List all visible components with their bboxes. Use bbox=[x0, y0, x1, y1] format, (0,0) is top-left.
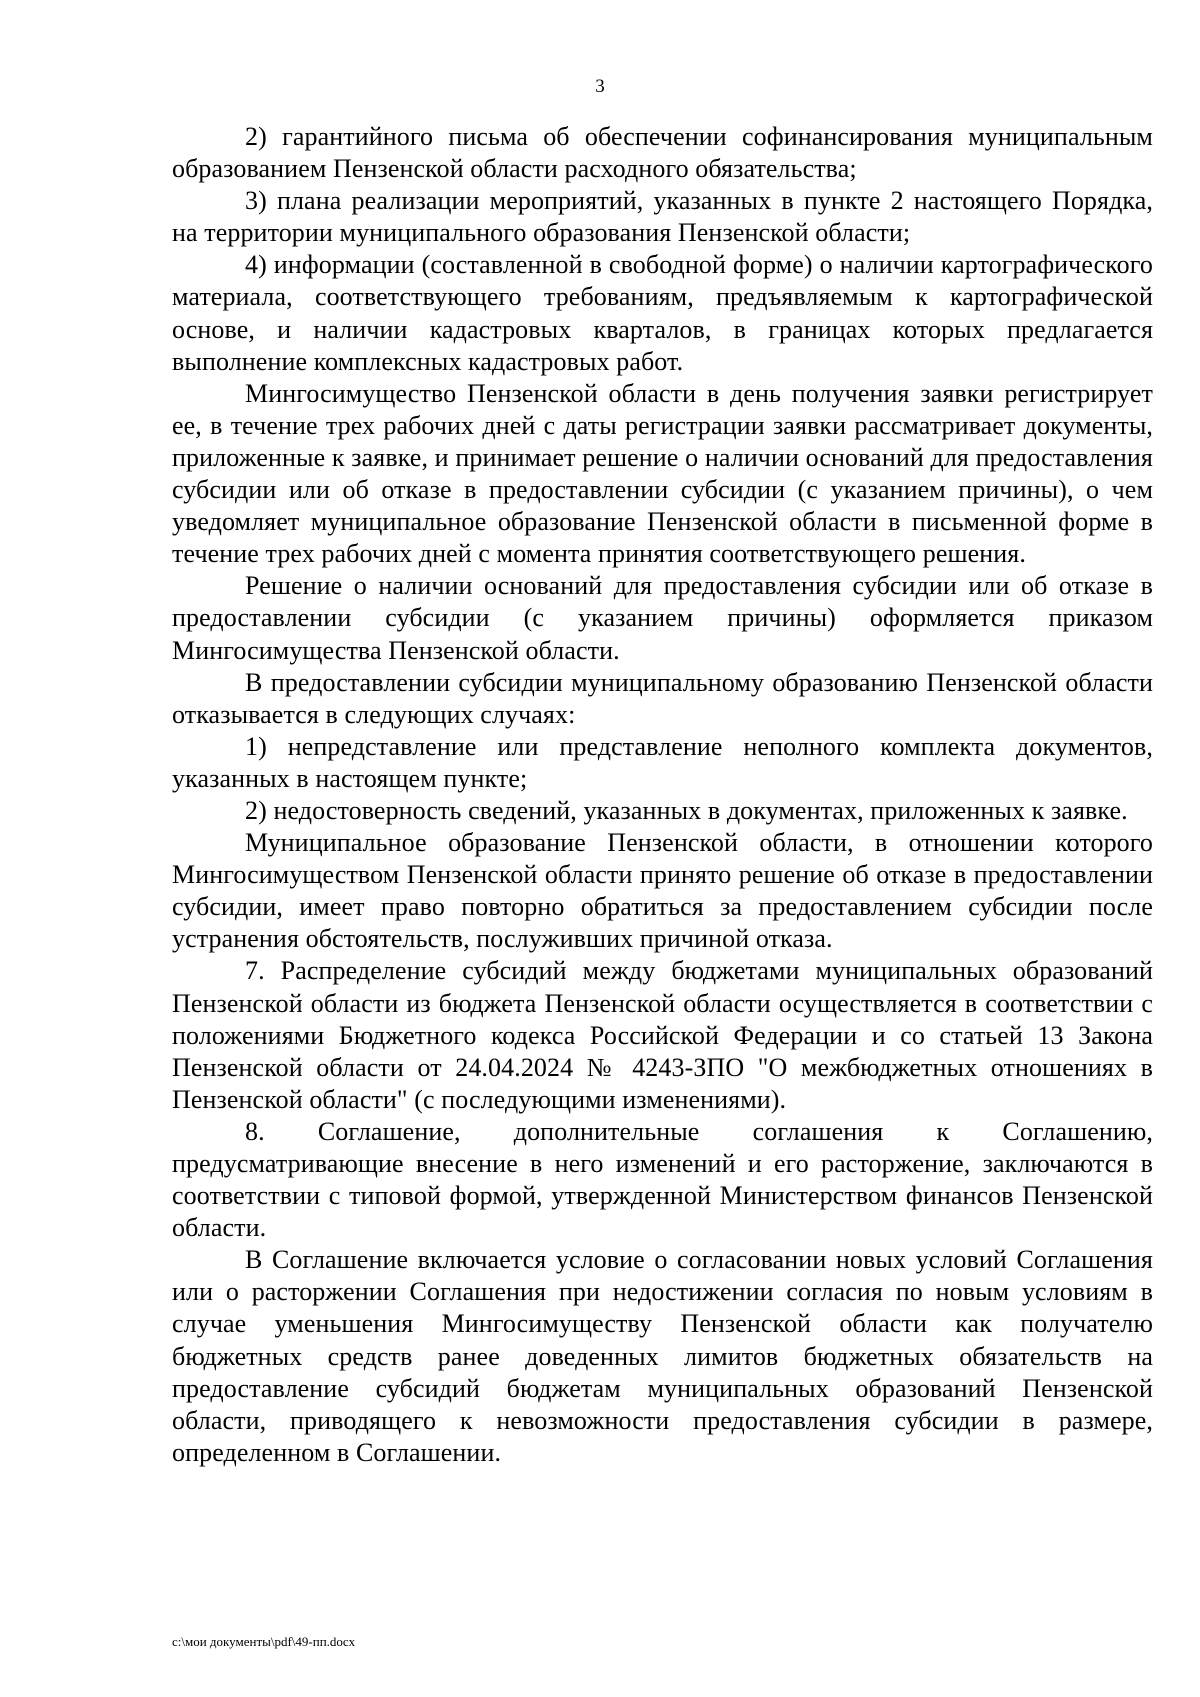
paragraph-refusal-cases: В предоставлении субсидии муниципальному образованию Пензенской области отказывается в следующих случаях: bbox=[172, 667, 1153, 729]
footer-file-path: c:\мои документы\pdf\49-пп.docx bbox=[172, 1634, 356, 1649]
paragraph-guarantee-letter: 2) гарантийного письма об обеспечении софинансирования муниципальным образованием Пензенской области расходного обязательства; bbox=[172, 122, 1153, 184]
paragraph-refusal-case-2: 2) недостоверность сведений, указанных в документах, приложенных к заявке. bbox=[245, 795, 1128, 825]
paragraph-decision-order: Решение о наличии оснований для предоставления субсидии или об отказе в предоставлении субсидии (с указанием причины) оформляется приказом Мингосимущества Пензенской области. bbox=[172, 571, 1153, 665]
paragraph-section-7: 7. Распределение субсидий между бюджетами муниципальных образований Пензенской области из бюджета Пензенской области осуществляется в соответствии с положениями Бюджетного кодекса Российской Федерации и со статьей 13 Закона Пензенской области от 24.04.2024 № 4243-ЗПО "О межбюджетных отношениях в Пензенской области" (с последующими изменениями). bbox=[172, 956, 1153, 1114]
page-number: 3 bbox=[595, 76, 605, 97]
document-body bbox=[172, 121, 1153, 1469]
paragraph-reapplication: Муниципальное образование Пензенской области, в отношении которого Мингосимуществом Пензенской области принято решение об отказе в предоставлении субсидии, имеет право повторно обратиться за предоставлением субсидии после устранения обстоятельств, послуживших причиной отказа. bbox=[172, 828, 1153, 954]
paragraph-section-8: 8. Соглашение, дополнительные соглашения к Соглашению, предусматривающие внесение в него изменений и его расторжение, заключаются в соответствии с типовой формой, утвержденной Министерством финансов Пензенской области. bbox=[172, 1116, 1153, 1243]
paragraph-cartographic-info: 4) информации (составленной в свободной форме) о наличии картографического материала, соответствующего требованиям, предъявляемым к картографической основе, и наличии кадастровых кварталов, в границах которых предлагается выполнение комплексных кадастровых работ. bbox=[172, 250, 1153, 376]
paragraph-agreement-terms: В Соглашение включается условие о согласовании новых условий Соглашения или о расторжении Соглашения при недостижении согласия по новым условиям в случае уменьшения Мингосимуществу Пензенской области как получателю бюджетных средств ранее доведенных лимитов бюджетных обязательств на предоставление субсидий бюджетам муниципальных образований Пензенской области, приводящего к невозможности предоставления субсидии в размере, определенном в Соглашении. bbox=[172, 1245, 1153, 1467]
paragraph-refusal-case-1: 1) непредставление или представление неполного комплекта документов, указанных в настоящем пункте; bbox=[172, 731, 1153, 793]
paragraph-implementation-plan: 3) плана реализации мероприятий, указанных в пункте 2 настоящего Порядка, на территории муниципального образования Пензенской области; bbox=[172, 186, 1153, 248]
paragraph-application-review: Мингосимущество Пензенской области в день получения заявки регистрирует ее, в течение трех рабочих дней с даты регистрации заявки рассматривает документы, приложенные к заявке, и принимает решение о наличии оснований для предоставления субсидии или об отказе в предоставлении субсидии (с указанием причины), о чем уведомляет муниципальное образование Пензенской области в письменной форме в течение трех рабочих дней с момента принятия соответствующего решения. bbox=[172, 378, 1153, 569]
